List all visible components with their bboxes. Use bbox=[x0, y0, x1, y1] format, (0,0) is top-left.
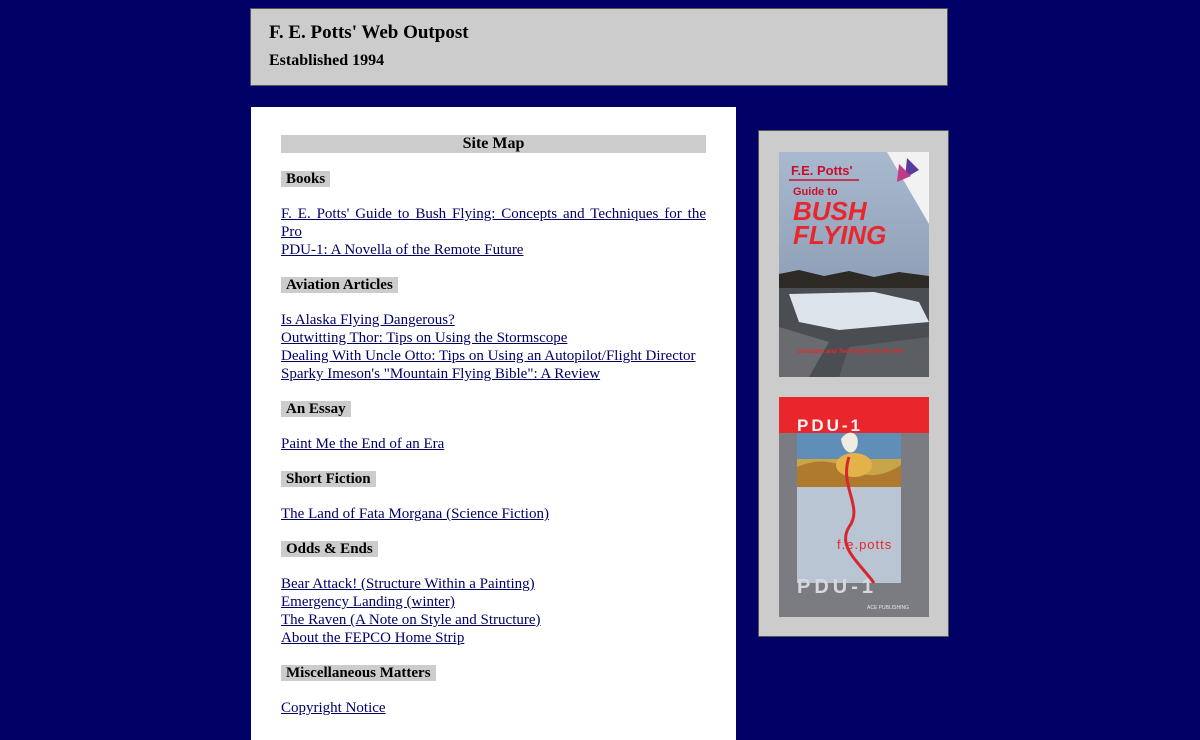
cover-title-flying: FLYING bbox=[793, 220, 887, 250]
section-heading: Books bbox=[281, 171, 330, 187]
bush-flying-cover-image bbox=[779, 152, 929, 377]
link-copyright[interactable]: Copyright Notice bbox=[281, 700, 386, 716]
link-alaska-flying[interactable]: Is Alaska Flying Dangerous? bbox=[281, 312, 455, 328]
site-map-panel bbox=[251, 107, 736, 740]
established-text: Established 1994 bbox=[269, 52, 385, 69]
pdu1-cover-link[interactable] bbox=[779, 397, 929, 617]
section-essay bbox=[281, 400, 706, 453]
site-header bbox=[250, 8, 948, 86]
section-books bbox=[281, 170, 706, 259]
cover-title-pdu1: PDU-1 bbox=[797, 416, 864, 435]
link-bear-attack[interactable]: Bear Attack! (Structure Within a Painting) bbox=[281, 576, 535, 592]
link-list bbox=[281, 205, 706, 259]
link-list bbox=[281, 575, 706, 647]
link-home-strip[interactable]: About the FEPCO Home Strip bbox=[281, 630, 465, 646]
cover-publisher: ACE PUBLISHING bbox=[867, 605, 909, 611]
book-sidebar bbox=[758, 130, 949, 637]
cover-author: f.e.potts bbox=[837, 537, 893, 552]
site-map-title: Site Map bbox=[281, 135, 706, 153]
section-aviation-articles bbox=[281, 276, 706, 383]
cover-subtitle: Concepts and Techniques for the Pro bbox=[797, 349, 904, 355]
cover-title-pdu1-bottom: PDU-1 bbox=[797, 576, 878, 598]
cover-title-bush: BUSH bbox=[793, 196, 867, 226]
section-heading: An Essay bbox=[281, 401, 351, 417]
cover-guide-to: Guide to bbox=[793, 186, 838, 198]
link-fata-morgana[interactable]: The Land of Fata Morgana (Science Fiction) bbox=[281, 506, 549, 522]
link-list bbox=[281, 311, 706, 383]
site-title: F. E. Potts' Web Outpost bbox=[269, 22, 469, 43]
section-odds-ends bbox=[281, 540, 706, 647]
link-stormscope[interactable]: Outwitting Thor: Tips on Using the Stormscope bbox=[281, 330, 568, 346]
section-miscellaneous bbox=[281, 664, 706, 717]
link-emergency-landing[interactable]: Emergency Landing (winter) bbox=[281, 594, 455, 610]
link-the-raven[interactable]: The Raven (A Note on Style and Structure) bbox=[281, 612, 541, 628]
section-heading: Odds & Ends bbox=[281, 541, 378, 557]
link-bush-flying-guide[interactable]: F. E. Potts' Guide to Bush Flying: Concepts and Techniques for the Pro bbox=[281, 206, 706, 240]
pdu1-cover-image bbox=[779, 397, 929, 617]
link-list bbox=[281, 699, 706, 717]
link-autopilot[interactable]: Dealing With Uncle Otto: Tips on Using an Autopilot/Flight Director bbox=[281, 348, 696, 364]
bush-flying-cover-link[interactable] bbox=[779, 152, 929, 377]
cover-author: F.E. Potts' bbox=[791, 163, 853, 178]
link-mountain-flying-review[interactable]: Sparky Imeson's "Mountain Flying Bible": A Review bbox=[281, 366, 601, 382]
section-heading: Miscellaneous Matters bbox=[281, 665, 436, 681]
section-heading: Aviation Articles bbox=[281, 277, 398, 293]
link-list bbox=[281, 435, 706, 453]
link-pdu1-novella[interactable]: PDU-1: A Novella of the Remote Future bbox=[281, 242, 524, 258]
section-short-fiction bbox=[281, 470, 706, 523]
link-paint-me[interactable]: Paint Me the End of an Era bbox=[281, 436, 445, 452]
link-list bbox=[281, 505, 706, 523]
section-heading: Short Fiction bbox=[281, 471, 376, 487]
